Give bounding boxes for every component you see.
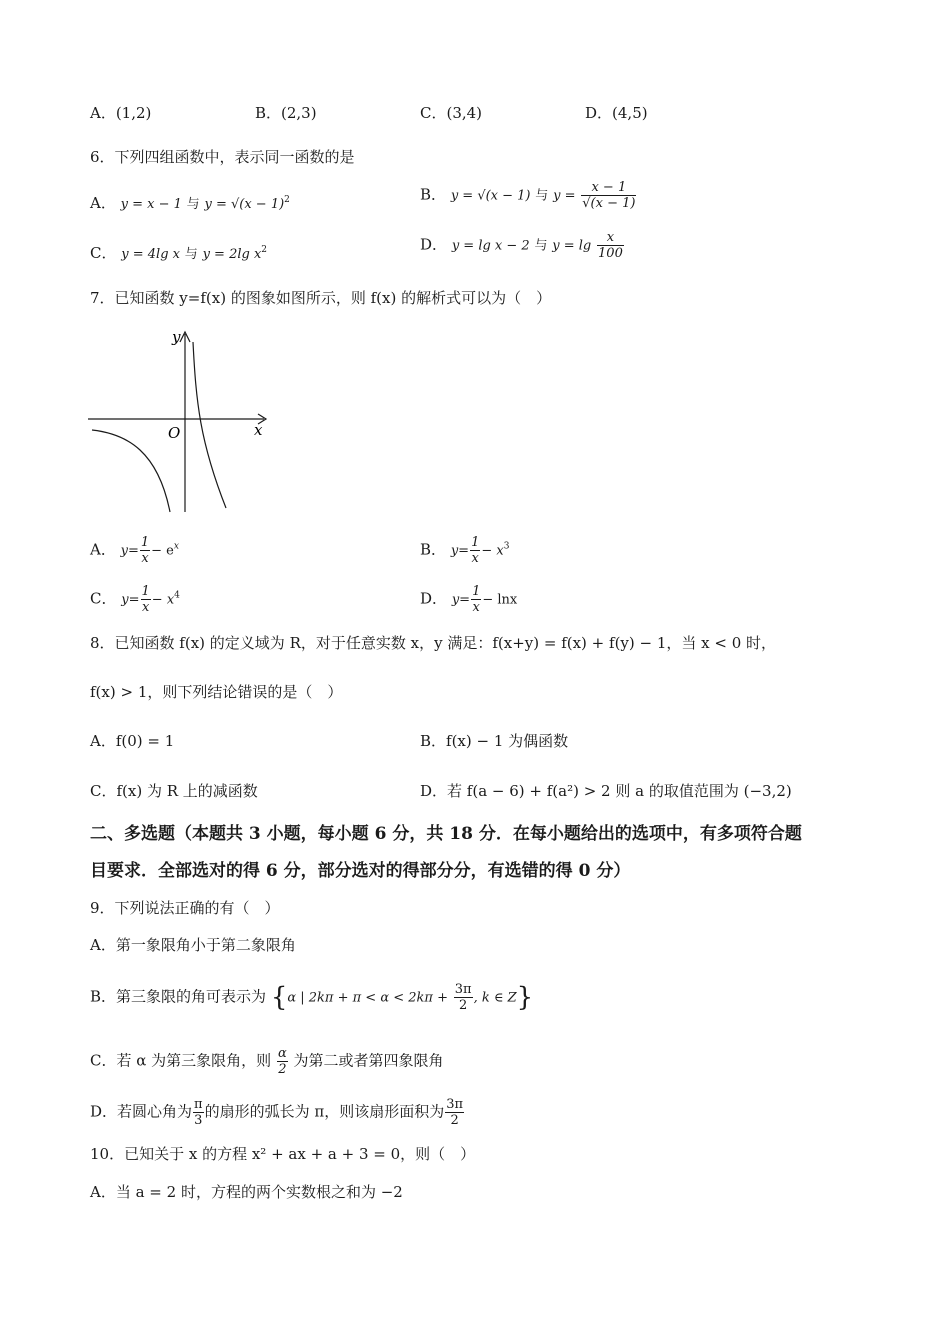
origin-label: O	[168, 424, 181, 442]
q8-option-b: B．f(x) − 1 为偶函数	[420, 732, 569, 750]
q6-option-d: D． y = lg x − 2 与 y = lg $\frac{x}{100}$	[420, 230, 623, 261]
q5-option-a: A．(1,2)	[90, 104, 152, 122]
q10-stem: 10．已知关于 x 的方程 x² + ax + a + 3 = 0，则（ ）	[90, 1145, 476, 1163]
q8-stem-line1: 8．已知函数 f(x) 的定义域为 R，对于任意实数 x，y 满足：f(x+y) = f(x) + f(y) − 1，当 x < 0 时，	[90, 634, 777, 652]
q6-option-a: A． y = x − 1 与 $y = √(x - 1)^2$	[90, 194, 290, 212]
q9-option-b: B．第三象限的角可表示为 {α | 2kπ + π < α < 2kπ + $\frac{3\pi}{2}$ , k ∈ Z}	[90, 982, 534, 1013]
q7-stem: 7．已知函数 y=f(x) 的图象如图所示，则 f(x) 的解析式可以为（ ）	[90, 289, 552, 307]
q9-option-c: C．若 α 为第三象限角，则 $\frac{\alpha}{2}$ 为第二或者第四象限角	[90, 1046, 444, 1077]
q7-option-c: C． y= $\frac{1}{x}$ − $x^4$	[90, 584, 180, 615]
q7-option-b: B． y= $\frac{1}{x}$ − $x^3$	[420, 535, 510, 566]
q6-option-b: B． y = √(x − 1) 与 y = $\frac{x - 1}{√(x - 1)}$	[420, 180, 636, 211]
q8-option-c: C．f(x) 为 R 上的减函数	[90, 782, 258, 800]
q8-option-d: D．若 f(a − 6) + f(a²) > 2 则 a 的取值范围为 (−3,2)	[420, 782, 792, 800]
q6-stem: 6．下列四组函数中，表示同一函数的是	[90, 148, 355, 166]
q7-function-graph	[88, 322, 278, 517]
x-axis-label: x	[254, 421, 263, 439]
graph-branch-left	[92, 430, 170, 512]
q9-stem: 9．下列说法正确的有（ ）	[90, 899, 280, 917]
q8-stem-line2: f(x) > 1，则下列结论错误的是（ ）	[90, 683, 343, 701]
section2-heading-line1: 二、多选题（本题共 3 小题，每小题 6 分，共 18 分．在每小题给出的选项中，有多项符合题	[90, 824, 802, 844]
q9-option-d: D．若圆心角为 $\frac{\pi}{3}$ 的扇形的弧长为 π，则该扇形面积为 $\frac{3\pi}{2}$	[90, 1097, 464, 1128]
q5-option-b: B．(2,3)	[255, 104, 317, 122]
q8-option-a: A．f(0) = 1	[90, 732, 175, 750]
q5-option-c: C．(3,4)	[420, 104, 483, 122]
q5-option-d: D．(4,5)	[585, 104, 648, 122]
q9-option-a: A．第一象限角小于第二象限角	[90, 936, 296, 954]
graph-branch-right	[193, 342, 226, 508]
q10-option-a: A．当 a = 2 时，方程的两个实数根之和为 −2	[90, 1183, 403, 1201]
section2-heading-line2: 目要求．全部选对的得 6 分，部分选对的得部分分，有选错的得 0 分）	[90, 861, 631, 881]
q7-option-d: D． y= $\frac{1}{x}$ − lnx	[420, 584, 518, 615]
q7-option-a: A． y= $\frac{1}{x}$ − $e^x$	[90, 535, 179, 566]
q6-option-c: C． y = 4lg x 与 y = 2lg $x^2$	[90, 244, 268, 262]
y-axis-label: y	[172, 328, 181, 346]
